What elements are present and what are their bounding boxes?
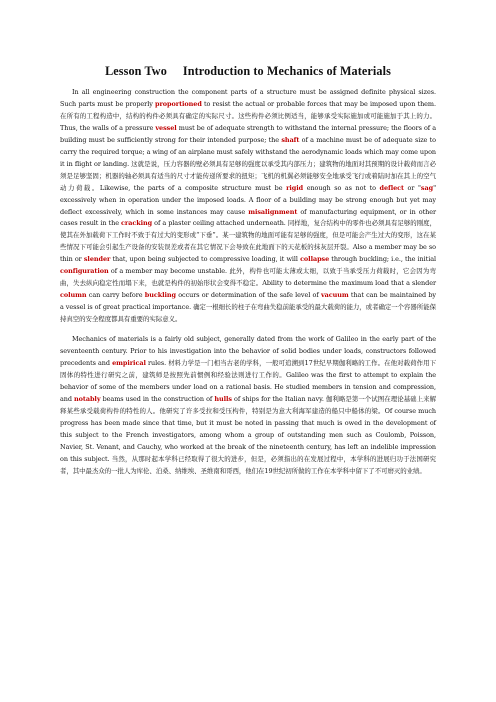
highlighted-term: empirical bbox=[112, 358, 146, 367]
lesson-topic: Introduction to Mechanics of Materials bbox=[182, 64, 391, 78]
text-run: rules. 材料力学是一门相当古老的学科，一般可追溯到17世纪早期伽利略的工作。在他对载荷作用下固体的特性进行研究之前，建筑师是按照先前惯例和经验法则进行工作的。Galileo was the first to attempt to explain the behavior of some of the members under load on a rational basis. He studied members in tension and compression, and bbox=[60, 358, 437, 403]
highlighted-term: cracking bbox=[121, 219, 153, 228]
text-run: of a member may become unstable. 此外，构件也可能太薄或太细，以致于当承受压力荷载时，它会因为弯曲，失去纵向稳定性而塌下来，也就是构件的初始形状会变得不稳定。Ability to determine the maximum load that a slender bbox=[60, 267, 436, 288]
highlighted-term: slender bbox=[83, 255, 111, 264]
highlighted-term: sag bbox=[420, 183, 434, 192]
highlighted-term: rigid bbox=[286, 183, 304, 192]
highlighted-term: column bbox=[60, 291, 87, 300]
text-run: In all engineering construction the component parts of a structure must be assigned definite physical sizes. Such parts must be properly bbox=[60, 88, 436, 108]
text-run: Mechanics of materials is a fairly old subject, generally dated from the work of Galileo in the early part of the seventeenth century. Prior to his investigation into the behavior of solid bodies under loads, constructors followed precedents and bbox=[60, 335, 436, 367]
text-run: beams used in the construction of bbox=[100, 394, 215, 403]
text-run: or " bbox=[403, 183, 421, 192]
lesson-number: Lesson Two bbox=[105, 64, 167, 78]
paragraph-2 bbox=[60, 334, 436, 477]
paragraph-1 bbox=[60, 87, 436, 326]
text-run: enough so as not to bbox=[303, 183, 380, 192]
text-run: can carry before bbox=[86, 291, 145, 300]
highlighted-term: configuration bbox=[60, 267, 109, 276]
highlighted-term: vessel bbox=[155, 123, 177, 132]
highlighted-term: buckling bbox=[144, 291, 176, 300]
text-run: of a machine must be of adequate size to carry the required torque; a wing of an airplane must safely withstand the aerodynamic loads which may come upon it in flight or landing. 这就是说，压力容器的壁必须具有足够的强度以承受其内部压力；建筑物的地面对其预期的设计载荷而言必须是足够坚固；机器的轴必须具有适当的尺寸才能传递所要求的扭矩；飞机的机翼必须能够安全地承受飞行或着陆时加在其上的空气动力荷载。Likewise, the parts of a composite structure must be bbox=[60, 135, 436, 192]
highlighted-term: shaft bbox=[281, 135, 300, 144]
text-run: to resist the actual or probable forces that may be imposed upon them. 在所有的工程构造中，结构的构件必须具有确定的实际尺寸。这些构件必须比例适当，能够承受实际施加或可能施加于其上的力。Thus, the walls of a pressure bbox=[60, 99, 436, 132]
text-run: that, upon being subjected to compressive loading, it will bbox=[110, 255, 301, 264]
text-run: through buckling; i.e., the initial bbox=[329, 255, 437, 264]
text-run: of ships for the Italian navy. 伽利略是第一个试图在理论基础上来解释某些承受载荷构件的特性的人。他研究了许多受拉和受压构件，特别是为意大利海军建造的船只中船体的梁。Of course much progress has been made since that time, but it must be noted in passing that much is owed in the development of this subject to the French investigators, among whom a group of outstanding men such as Coulomb, Poisson, Navier, St. Venant, and Cauchy, who worked at the break of the nineteenth century, has left an indelible impression on this subject. 当然，从那时起本学科已经取得了很大的进步，但是，必须指出的在发展过程中，本学科的进展归功于法国研究者，其中最杰众的一批人为库伦、泊桑、纳维埃、圣维南和哥西，他们在19世纪初所做的工作在本学科中留下了不可磨灭的业绩。 bbox=[60, 394, 437, 475]
highlighted-term: hulls bbox=[214, 394, 232, 403]
highlighted-term: misalignment bbox=[248, 207, 298, 216]
text-run: of a plaster ceiling attached underneath. 同样地，复合结构中的零件也必须具有足够的刚度，使其在外加载荷下工作时不致于有过大的变形或“下垂”。某一建筑物的地面可能有足够的强度，但是可能会产生过大的变形，这在某些情况下可能会引起生产设备的安装误差或者在其它情况下会导致在此地面下的天花板的抹灰层开裂。Also a member may be so thin or bbox=[60, 219, 437, 264]
highlighted-term: collapse bbox=[300, 255, 330, 264]
text-run: must be of adequate strength to withstand the internal pressure; the floors of a building must be sufficiently strong for their intended purpose; the bbox=[60, 123, 437, 144]
text-run: that can be maintained by a vessel is of great practical importance. 确定一根细长的柱子在弯曲失稳前能承受的最大载荷的能力，或者确定一个容器所能保持真空的安全程度都具有重要的实际意义。 bbox=[60, 291, 436, 324]
highlighted-term: proportioned bbox=[155, 99, 202, 108]
highlighted-term: notably bbox=[74, 394, 101, 403]
text-run: of manufacturing equipment, or in other cases result in the bbox=[60, 207, 436, 228]
highlighted-term: vacuum bbox=[320, 291, 349, 300]
text-run: occurs or determination of the safe level of bbox=[175, 291, 321, 300]
lesson-title bbox=[60, 64, 436, 79]
highlighted-term: deflect bbox=[379, 183, 404, 192]
text-run: " excessively when in operation under the imposed loads. A floor of a building may be strong enough but yet may deflect excessively, which in some instances may cause bbox=[60, 183, 436, 216]
